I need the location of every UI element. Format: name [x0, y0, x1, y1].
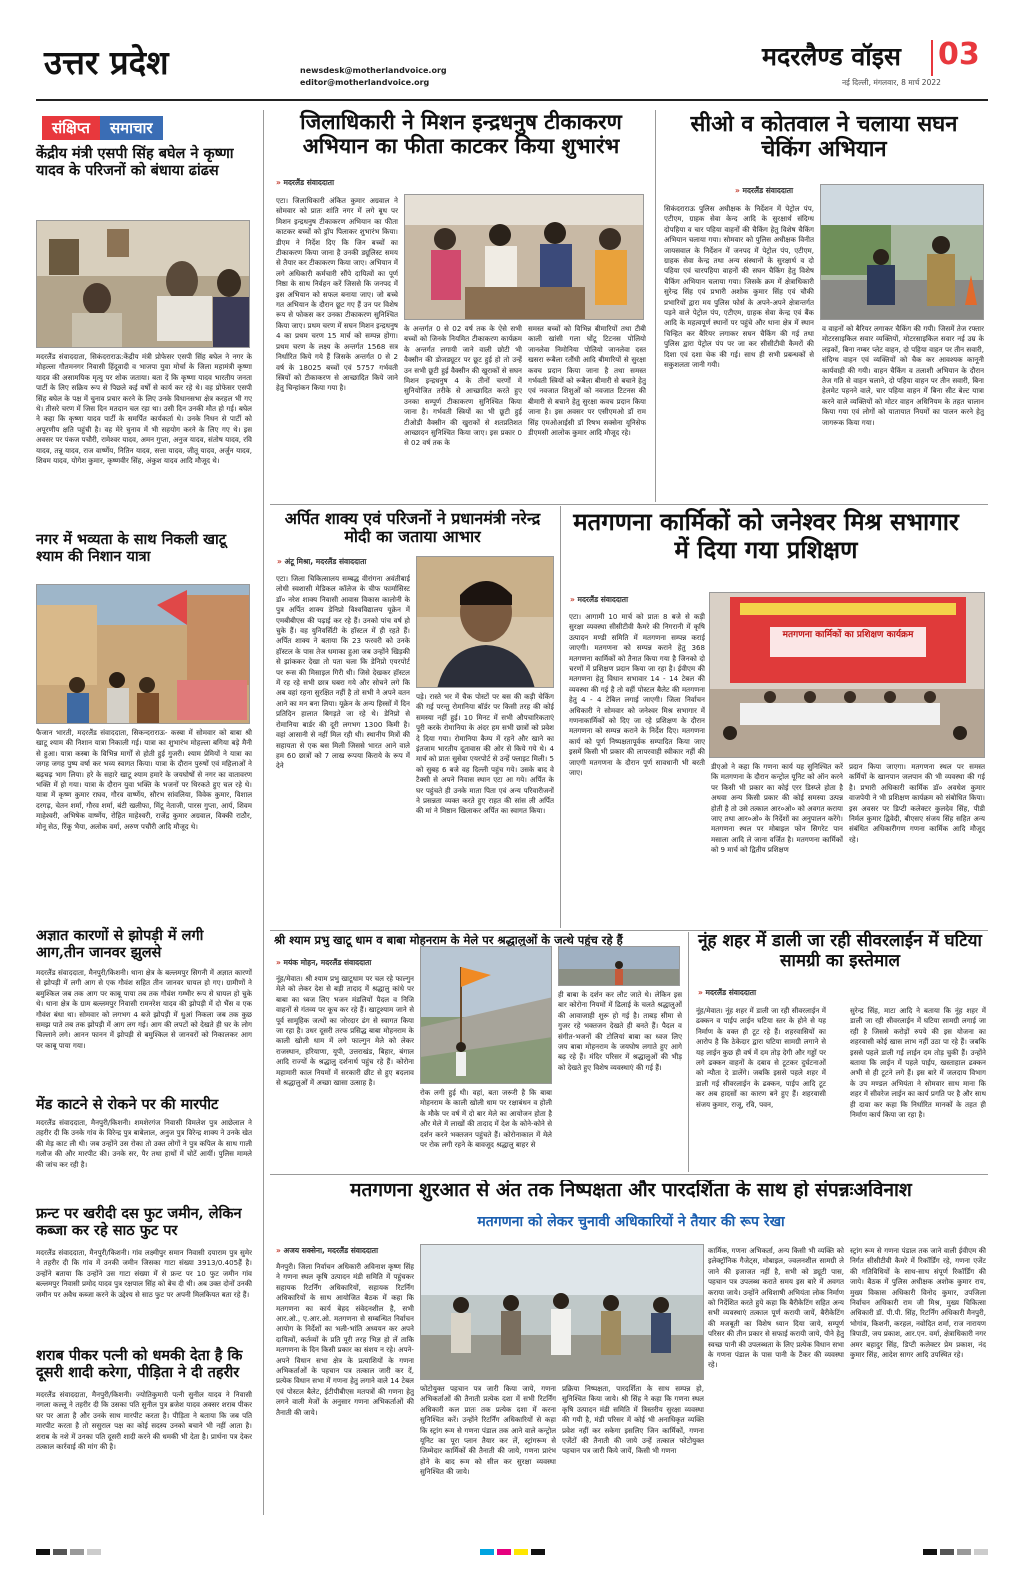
vaccination-ceremony-photo [405, 195, 644, 320]
checking-byline: » मदरलैंड संवाददाता [735, 186, 793, 196]
vaccination-headline: जिलाधिकारी ने मिशन इन्द्रधनुष टीकाकरण अभियान का फीता काटकर किया शुभारंभ [300, 109, 622, 159]
mela-sewer-divider [688, 932, 689, 1172]
brief-body-2: फैजान भारती, मदरलैंड संवाददाता, सिकन्दराराऊ- कस्बा में सोमवार को बाबा श्री खाटू श्याम की निशान यात्रा निकाली गई। यात्रा का शुभारंभ मोहल्ला बगिया बड़े मैनी से हुआ। यात्रा कस्बा के विभिन्न मार्गों से होती हुई गुजरी। श्याम प्रेमियों ने यात्रा का जगह जगह पुष्प वर्षा कर भव्य स्वागत किया। यात्रा के दौरान पुरुषों एवं महिलाओं ने बढ़चढ़ भाग लिया। हरे के सहारे खाटू श्याम हमारे के जयघोषों से नगर का वातावरण भक्ति में हो गया। यात्रा के दौरान युवा भक्ति के भजनों पर थिरकते हुए चल रहे थे। यात्रा में कृष्ण कुमार राघव, गौरव वार्ष्णेय, सौरभ सांवलिया, विवेक कुमार, विशाल दरगढ़, चेतन शर्मा, गौरव शर्मा, बंटी खलीफा, मिंटू नेताजी, पारस गुप्ता, आर्य, शिवम माहेश्वरी, अभिषेक वार्ष्णेय, रोहित माहेश्वरी, राजेंद्र कुमार अग्रवाल, विक्की राठौर, मोनू सेठ, रिंकू भैया, अलोक वर्मा, अरुण पचौरी आदि मौजूद थे। [36, 728, 252, 831]
pilgrims-photo [421, 947, 552, 1084]
mela-col-3: ही बाबा के दर्शन कर लौट जाते थे। लेकिन इस बार कोरोना नियमों में ढिलाई के चलते श्रद्धालुओं की आवाजाही शुरू हो गई है। ताबड़ सीमा से गुजर रहे भक्तजन देखते ही बनते हैं। पैदल व संगीत-भजनों की टोलियां बाबा का ध्वज लिए जय बाबा मोहनराम के जयघोष लगाते हुए आगे बढ़ रहे हैं। मंदिर परिसर में श्रद्धालुओं की भीड़ को देखते हुए विशेष व्यवस्थाएं की गई हैं। [558, 990, 682, 1072]
color-marks-left [36, 1549, 101, 1555]
counting-byline: » अजय सक्सेना, मदरलैंड संवाददाता [276, 1246, 378, 1256]
brief-body-5: मदरलैंड संवाददाता, मैनपुरी/किशनी। गांव लक्ष्मीपुर समान निवासी दयाराम पुत्र सुमेर ने तहरीर दी कि गांव में उनकी जमीन जिसका गाटा संख्या 3913/0.405हैं है। उन्होंने बताया कि उन्होंने उस गाटा संख्या में से फ्रन्ट पर 10 फुट जमीन गांव बल्लमपुर निवासी प्रमोद यादव पुत्र रक्षपाल सिंह को बेच दी थी। अब उक्त दोनों उनकी जमीन पर अवैध कब्जा करने के उद्देश्य से साठ फुट पर अपनी मिलकियत बता रहे हैं। [36, 1248, 252, 1299]
checking-col-2: व वाहनों को बैरियर लगाकर चैकिंग की गयी। जिसमें तेज रफ्तार मोटरसाइकिल सवार व्यक्तियों, मोटरसाइकिल सवार नई उम्र के लड़कों, बिना नम्बर प्लेट वाहन, दो पहिया वाहन पर तीन सवारी, संदिग्ध वाहन एवं व्यक्तियों को चैक कर आवश्यक कानूनी कार्यवाही की गयी। वाहन चैकिंग व तलाशी अभियान के दौरान तेज गति से वाहन चलाने, दो पहिया वाहन पर तीन सवारी, बिना हेलमेट पहनने वाले, चार पहिया वाहन में बिना सीट बेल्ट यात्रा करने वाले व्यक्तियों को मोटर वाहन अधिनियम के तहत चालान किया गया एवं लोगों को यातायात नियमों का पालन करने हेतु जागरूक किया गया। [822, 324, 984, 427]
masthead-divider [931, 40, 933, 76]
brief-headline-6: शराब पीकर पत्नी को धमकी देता है कि दूसरी शादी करेगा, पीड़िता ने दी तहरीर [36, 1347, 243, 1381]
mela-col-2: रोक लगी हुई थी। वहां, बता जरूरी है कि बाबा मोहनराम के काली खोली धाम पर रक्षाबंधन व होली के मौके पर वर्ष में दो बार मेले का आयोजन होता है और मेले में लाखों की तादाद में देश के कोने-कोने से दर्शन करने भक्तजन पहुंचते हैं। कोरोनाकाल में मेले पर रोक लगी रहने के बावजूद श्रद्धालु बाहर से [420, 1088, 552, 1150]
counting-col-1: मैनपुरी। जिला निर्वाचन अधिकारी अविनाश कृष्ण सिंह ने गणना स्थल कृषि उत्पादन मंडी समिति में पहुंचकर सहायक रिटर्निंग अधिकारियों, सहायक रिटर्निंग अधिकारियों के साथ आयोजित बैठक में कहा कि मतगणना का कार्य बेहद संवेदनशील है, सभी आर.ओ., ए.आर.ओ. मतगणना से सम्बन्धित निर्वाचन आयोग के निर्देशों का भली-भांति अध्ययन कर अपने दायित्वों, कर्तव्यों के प्रति पूरी तरह भिज्ञ हो लें ताकि मतगणना के दिन किसी प्रकार का संशय न रहे। अपने-अपने विधान सभा क्षेत्र के प्रत्याशियों के गणना अभिकर्ताओं के पहचान पत्र तत्काल जारी कर दें, प्रत्येक विधान सभा में गणना हेतु लगाने वाले 14 टेबल एवं पोस्टल बैलेट, ईटीपीबीएस मतपत्रों की गणना हेतु लगने वाली मेजों के अनुसार गणना अभिकर्ताओं की तैनाती की जाये। [276, 1262, 414, 1417]
masthead: मदरलैण्ड वॉइस [762, 42, 901, 71]
brief-headline-3: अज्ञात कारणों से झोपड़ी में लगी आग,तीन जानवर झुलसे [36, 927, 204, 961]
officials-inspection-photo [421, 1245, 704, 1380]
meeting-photo [37, 221, 250, 348]
brief-photo-1 [36, 220, 250, 348]
vaccination-col-1: एटा। जिलाधिकारी अंकित कुमार अग्रवाल ने सोमवार को प्रातः शांति नगर में लगे बूथ पर मिशन इन्द्रधनुष टीकाकरण अभियान का फीता काटकर बच्चों को ड्रॉप पिलाकर शुभारंभ किया। डीएम ने निर्देश दिए कि जिन बच्चों का टीकाकरण किया जाना है उनकी ड्यूलिस्ट समय से तैयार कर टीकाकरण किया जाए। अभियान में लगे अधिकारी कर्मचारी सौंपे दायित्वों का पूर्ण निष्ठा के साथ निर्वहन करें जिससे कि जनपद में इस अभियान को सफल बनाया जाए। जो बच्चे गत अभियान के दौरान छूट गए हैं उन पर विशेष रूप से फोकस कर उनका टीकाकरण सुनिश्चित किया जाए। प्रथम चरण में सघन मिशन इन्द्रधनुष 4 का प्रथम चरण 15 मार्च को सम्पन्न होगा। प्रथम चरण के लक्ष्य के अन्तर्गत 1568 सत्र निर्धारित किये गये हैं जिसके अन्तर्गत 0 से 2 वर्ष के 18025 बच्चों एवं 5757 गर्भवती स्त्रियों को टीकाकरण से आच्छादित किये जाने हेतु चिन्हांकन किया गया है। [276, 196, 398, 393]
vaccination-col-2: के अन्तर्गत 0 से 02 वर्ष तक के ऐसे सभी बच्चों को जिनके नियमित टीकाकरण कार्यक्रम के अन्तर्गत लगायी जाने वाली छोटी भी वैक्सीन की डोजड्यूटर पर छूट हुई हो तो उन्हें उन सभी छूटी हुई वैक्सीन की खुराकों से सघन मिशन इन्द्रधनुष 4 के तीनों चरणों में सुनियोजित तरीके से आच्छादित करते हुए उनका सम्पूर्ण टीकाकरण सुनिश्चित किया जाना है। गर्भवती स्त्रियों का भी छूटी हुई टीओडी वैक्सीन की खुराकों से शतप्रतिशत आच्छादन सुनिश्चित किया जाए। इस प्रकार 0 से 02 वर्ष तक के [404, 324, 522, 448]
brief-photo-2 [36, 584, 250, 724]
training-col-1: एटा। आगामी 10 मार्च को प्रातः 8 बजे से कड़ी सुरक्षा व्यवस्था सीसीटीवी कैमरे की निगरानी में कृषि उत्पादन मण्डी समिति में मतगणना सम्पन्न कराई जाएगी। मतगणना को सम्पन्न कराने हेतु 368 मतगणना कार्मिकों को तैनात किया गया है जिनको दो चरणों में प्रशिक्षण प्रदान किया जा रहा है। ईवीएम की मतगणना हेतु विधान सभावार 14 - 14 टेबल की व्यवस्था की गई है तो वहीं पोस्टल बैलेट की मतगणना हेतु 4 - 4 टेबिल लगाई जाएगी। जिला निर्वाचन अधिकारी ने सोमवार को जनेश्वर मिश्र सभागार में गणनाकार्मिकों को दिए जा रहे प्रशिक्षण के दौरान मतगणना को सम्पन्न कराने के निर्देश दिए। मतगणना कार्य को पूर्ण निष्पक्षतापूर्वक सम्पादित किया जाए इसमें किसी भी प्रकार की लापरवाही स्वीकार नहीं की जाएगी मतगणना के दौरान पूर्ण सावधानी भी बरती जाए। [569, 612, 705, 778]
contact-emails [300, 65, 447, 89]
mela-col-1: नूंह/मेवात। श्री श्याम प्रभु खाटूधाम पर चल रहे फाल्गुन मेले को लेकर देश से बड़ी तादाद में श्रद्धालु कांधे पर बाबा का ध्वज लिए भजन मंडलियों पैदल व निजि वाहनों से गंतव्य पर कूच कर रहे हैं। खाटूश्याम जाने से पूर्व सामूहिक जत्थों का जोरदार ढंग से स्वागत किया जा रहा है। उधर दूसरी तरफ प्रसिद्ध बाबा मोहनराम के काली खोली धाम में लगे फाल्गुन मेले को लेकर राजस्थान, हरियाणा, यूपी, उत्तराखंड, बिहार, बंगाल आदि राज्यों के श्रद्धालु दर्शनार्थ पहुंच रहे हैं। कोरोना महामारी काल नियमों में सरकारी छीट से हुए बदलाव से श्रद्धालुओं में अच्छा खासा उत्साह है। [276, 974, 414, 1088]
print-registration-bar [36, 1548, 988, 1556]
training-headline: मतगणना कार्मिकों को जनेश्वर मिश्र सभागार में दिया गया प्रशिक्षण [573, 507, 959, 564]
page-number: 03 [938, 37, 980, 72]
top-bottom-rule [270, 504, 988, 505]
training-photo [709, 592, 985, 758]
checking-col-1: सिकंदराराऊ पुलिस अधीक्षक के निर्देशन में पेट्रोल पंप, एटीएम, ग्राहक सेवा केन्द आदि के सुरक्षार्थ संदिग्ध दोपहिया व चार पहिया वाहनों की चैकिंग हेतु विशेष चैकिंग अभियान चलाया गया। सोमवार को पुलिस अधीक्षक विनीत जायसवाल के निर्देशन में जनपद में पेट्रोल पंप, एटीएम, ग्राहक सेवा केन्द्र तथा अन्य संस्थानों के सुरक्षार्थ व दो पहिया एवं चारपहिया वाहनों की सघन चैकिंग हेतु विशेष चैकिंग अभियान चलाया गया। जिसके क्रम में क्षेत्राधिकारी सुरेन्द्र सिंह एवं प्रभारी अशोक कुमार सिंह एवं चौकी प्रभारियों द्वारा मय पुलिस फोर्स के अपने-अपने क्षेत्रान्तर्गत पड़ने वाले पेट्रोल पंप, एटीएम, ग्राहक सेवा केन्द्र एवं बैंक आदि के महत्वपूर्ण स्थानों पर पहुंचे और थाना क्षेत्र में स्थान चिन्हित कर बैरियर लगाकर सघन चैकिंग की गई तथा पुलिस द्वारा पेट्रोल पंप पर जा कर सीसीटीवी कैमरों की दिशा एवं दशा चेक की गई। साथ ही सभी प्रबन्धकों से सकुशलता जानी गयी। [664, 204, 814, 370]
portrait-photo [417, 557, 554, 688]
brief-column [36, 112, 258, 1512]
mela-photo-2 [558, 946, 680, 986]
color-marks-right [923, 1549, 988, 1555]
training-byline: » मदरलैंड संवाददाता [570, 595, 628, 605]
email-editor[interactable]: editor@motherlandvoice.org [300, 78, 430, 87]
counting-photo [420, 1244, 704, 1380]
sewer-col-1: नूंह/मेवात। नूंह शहर में डाली जा रही सीवरलाईन में ढक्कन व पाईप लाईन घटिया स्तर के होने से यह निर्माण के वक्त ही टूट रहे हैं। शहरवासियों का आरोप है कि ठेकेदार द्वारा घटिया सामग्री लगाने से यह लाईन कुछ ही वर्ष में दम तोड़ देगी और गड्डों पर लगे ढक्कन वाहनों के दबाव से टूटकर दुर्घटनाओं को न्यौता दे डालेंगे। जबकि इससे पहले शहर में डाली गई सीवरलाईन के ढक्कन, पाईप आदि टूट कर अब हादसों का कारण बने हुए हैं। शहरवासी संजय कुमार, राजू, रवि, पवन, [696, 1006, 826, 1109]
training-hall-photo [710, 593, 985, 758]
arpit-col-1: एटा। जिला चिकित्सालय सम्बद्ध वीरांगना अवंतीबाई लोधी स्वशासी मेडिकल कॉलेज के चीफ फार्मासिस्ट डॉ० नरेश शाक्य निवासी आवास विकास कालोनी के पुत्र अर्पित शाक्य डेनिप्रो विश्वविद्यालय यूक्रेन में एमबीबीएस की पढ़ाई कर रहे हैं। उनको पांच वर्ष हो चुके हैं। वह युनिवर्सिटी के हॉस्टल में ही रहते हैं। अर्पित शाक्य ने बताया कि 23 फरवरी को उनके हॉस्टल के पास तेज धमाका हुआ जब उन्होंने खिड़की से झांककर देखा तो पता चला कि डेनिप्रो एयरपोर्ट पर रूस की मिसाइल गिरी थी। जिसे देखकर हॉस्टल में रह रहे सभी छात्र घबरा गये और सोचने लगे कि अब वहां रहना सुरक्षित नहीं है तो सभी ने अपने वतन आने का मन बना लिया। यूक्रेन के अन्य हिस्सों में दिन प्रतिदिन हालात बिगड़ते जा रहे थे। डेनिप्रो से रोमानिया बार्डर की दूरी लगभग 1300 किमी है। वहां आसानी से नहीं मिल रही थी। स्थानीय मित्रों की सहायता से एक बस मिली जिससे भारत आने वाले हम 60 छात्रों को 7 लाख रूपया किराये के रूप में देने [276, 574, 410, 771]
email-newsdesk[interactable]: newsdesk@motherlandvoice.org [300, 66, 447, 75]
brief-body-6: मदरलैंड संवाददाता, मैनपुरी/किशनी। ज्योतिकुमारी पत्नी सुनील यादव ने निवासी नगला कल्लू ने तहरीर दी कि उसका पति सुनील पुत्र ब्रजेश यादव अक्सर शराब पीकर घर पर आता है और उनके साथ मारपीट करता है। पीड़िता ने बताया कि जब पति मारपीट करता है तो ससुराल पक्ष का कोई सदस्य उनको बचाने भी नहीं आता है। शराब के नशे में उनका पति दूसरी शादी करने की धमकी भी देता है। प्रार्थना पत्र देकर तत्काल कार्रवाई की मांग की है। [36, 1390, 252, 1452]
brief-headline-4: मेंड काटने से रोकने पर की मारपीट [36, 1096, 219, 1113]
training-col-3: प्रदान किया जाएगा। मतगणना स्थल पर समस्त कर्मियों के खानपान जलपान की भी व्यवस्था की गई है। प्रभारी अधिकारी कार्मिक डॉ० अवधेश कुमार वाजपेयी ने भी प्रशिक्षण कार्यक्रम को संबोधित किया। इस अवसर पर डिप्टी कलेक्टर कुलदेव सिंह, पीडी निर्मल कुमार द्विवेदी, बीएसए संजय सिंह सहित अन्य संबंधित अधिकारीगण गणना कार्मिक आदि मौजूद रहे। [849, 762, 985, 844]
brief-column-divider [263, 110, 264, 1515]
brief-body-3: मदरलैंड संवाददाता, मैनपुरी/किशनी। थाना क्षेत्र के बल्लमपुर सिगनी में अज्ञात कारणों से झोपड़ी में लगी आग से एक गौवंश सहित तीन जानवर घायल हो गए। ग्रामीणों ने बमुश्किल जब तक आग पर काबू पाया तब तक गौवंश गम्भीर रूप से घायल हो चुके थे। थाना क्षेत्र के ग्राम बल्लमपुर निवासी रामनरेश यादव की झोपड़ी में दो भैंस व एक गौवंश बंधा था। सोमवार को लगभग 4 बजे झोपड़ी में धुआं निकला जब तक कुछ समझ पाते तब तक झोपड़ी में आग लग गई। आग की लपटों को देखते ही घर के लोग चिल्लाने लगे। आनन फानन में झोपड़ी से बमुश्किल से जानवरों को निकालकर आग पर काबू पाया गया। [36, 968, 252, 1050]
mela-byline: » मयंक मोहन, मदरलैंड संवाददाता [276, 958, 371, 968]
arpit-byline: » अंटू मिश्रा, मदरलैंड संवाददाता [277, 557, 366, 567]
sewer-headline: नूंह शहर में डाली जा रही सीवरलाईन में घटिया सामग्री का इस्तेमाल [698, 931, 982, 971]
brief-headline-5: फ्रन्ट पर खरीदी दस फुट जमीन, लेकिन कब्जा कर रहे साठ फुट पर [36, 1205, 242, 1239]
checking-headline: सीओ व कोतवाल ने चलाया सघन चेकिंग अभियान [690, 111, 958, 163]
counting-col-5: स्ट्रांग रूम से गणना पंडाल तक जाने वाली ईवीएम की निर्गत सीसीटीवी कैमरे में रिकॉर्डिंग रहे, गणना एजेंट की गतिविधियों के साथ-साथ संपूर्ण रिकॉर्डिंग की जाये। बैठक में पुलिस अधीक्षक अशोक कुमार राय, मुख्य विकास अधिकारी विनोद कुमार, उपजिला निर्वाचन अधिकारी राम जी मिश्र, मुख्य चिकित्सा अधिकारी डॉ. पी.पी. सिंह, रिटर्निंग अधिकारी मैनपुरी, भोगांव, किशनी, करहल, नवोदित शर्मा, राज नारायण त्रिपाठी, जय प्रकाश, आर.एन. वर्मा, क्षेत्राधिकारी नगर अमर बहादुर सिंह, डिप्टी कलेक्टर प्रेम प्रकाश, नंद कुमार सिंह, आदेश सागर आदि उपस्थित रहे। [850, 1246, 986, 1360]
vaccination-col-3: समस्त बच्चों को विभिन्न बीमारियों तथा टीबी काली खांसी गला घोंटू टिटनस पोलियो जानलेवा निमोनिया पोलियो जानलेवा दस्त खसरा रूबैला रतौंधी आदि बीमारियों से सुरक्षा कवच प्रदान किया जाना है तथा समस्त गर्भवती स्त्रियों को रूबैला बीमारी से बचाने हेतु एवं नवजात शिशुओं को नवजात टिटनस की बीमारी से बचाने हेतु सुरक्षा कवच प्रदान किया जाना है। इस अवसर पर एसीएमओ डॉ राम सिंह एमओआईसी डॉ रिषभ सक्सेना यूनिसेफ डीएमसी आलोक कुमार आदि मौजूद रहे। [528, 324, 646, 438]
counting-col-2: फोटोयुक्त पहचान पत्र जारी किया जाये, गणना अभिकर्ताओं की तैनाती प्रत्येक दशा में सभी रिटर्निंग अधिकारी कल प्रातः तक प्रत्येक दशा में करना सुनिश्चित करें। उन्होंने रिटर्निंग अधिकारियों से कहा कि स्ट्रांग रूम से गणना पंडाल तक आने वाले कन्ट्रोल यूनिट का पूरा प्लान तैयार कर लें, स्ट्रांगरूम से जिम्मेदार कार्मिकों की तैनाती की जाये, गणना प्रारंभ होने के बाद रूम को सील कर सुरक्षा व्यवस्था सुनिश्चित की जाये। [420, 1384, 556, 1477]
vaccination-byline: » मदरलैंड संवाददाता [276, 178, 334, 188]
counting-col-4: कार्मिक, गणना अभिकर्ता, अन्य किसी भी व्यक्ति को इलेक्ट्रॉनिक गैजेट्स, मोबाइल, ज्वलनशील सामग्री ले जाने की इजाजत नहीं है, सभी को ड्यूटी पास, पहचान पत्र उपलब्ध कराते समय इस बारे में अवगत कराया जाये। उन्होंने अधिशाषी अभियंता लोक निर्माण को निर्देशित करते हुये कहा कि बैरीकेटिंग सहित अन्य सभी व्यवस्थाएं तत्काल पूर्ण करायी जायें, बैरीकेटिंग की मजबूती का विशेष ध्यान दिया जाये, सम्पूर्ण परिसर की तीन प्रकार से सफाई करायी जाये, पीने हेतु स्वच्छ पानी की उपलब्धता के लिए प्रत्येक विधान सभा के गणना पंडाल के पास पानी के टैंकर की व्यवस्था रहे। [708, 1246, 844, 1370]
brief-tag [42, 116, 163, 140]
top-center-right-divider [655, 110, 656, 502]
counting-subhead: मतगणना को लेकर चुनावी अधिकारियों ने तैयार की रूप रेखा [477, 1214, 785, 1230]
procession-photo [37, 585, 250, 724]
issue-date: नई दिल्ली, मंगलवार, 8 मार्च 2022 [842, 78, 941, 87]
counting-headline: मतगणना शुरआत से अंत तक निष्पक्षता और पारदर्शिता के साथ हो संपन्नःअविनाश [350, 1180, 912, 1201]
checking-photo [820, 184, 984, 320]
header-rule [36, 99, 988, 101]
training-col-2: डीएओ ने कहा कि गणना कार्य यह सुनिश्चित करें कि मतगणना के दौरान कन्ट्रोल यूनिट को ऑन करने पर किसी भी प्रकार का कोई एरर डिस्प्ले होता है अथवा अन्य किसी प्रकार की कोई समस्या उत्पन्न होती है तो उसे तत्काल आर०ओ० को अवगत कराया जाए तथा आर०ओ० के निर्देशों का अनुपालन करेंगे। मतगणना स्थल पर मोबाइल फोन सिगरेट पान मसाला आदि ले जाना वर्जित है। मतगणना कार्मिकों को 9 मार्च को द्वितीय प्रशिक्षण [711, 762, 843, 855]
color-marks-center [480, 1549, 545, 1555]
sewer-col-2: सुरेन्द्र सिंह, माटा आदि ने बताया कि नूंह शहर में डाली जा रही सीवरलाईन में घटिया सामग्री लगाई जा रही है जिससे करोड़ों रुपये की इस योजना का शहरवासी कोई खास लाभ नहीं उठा पा रहे हैं। जबकि इससे पहले डाली गई लाईन दम तोड़ चुकी हैं। उन्होंने बताया कि लाईन में पहले पाईप, खस्ताहाल ढक्कन अभी से ही टूटने लगे हैं। इस बारे में जलदाय विभाग के उप मण्डल अभियंता ने सोमवार साथ माना कि शहर में सीवरेज लाईन का कार्य प्रगति पर है और साथ ही दावा कर कहा कि निर्धारित मानकों के तहत ही निर्माण कार्य किया जा रहा है। [850, 1006, 986, 1120]
vehicle-checking-photo [821, 185, 984, 320]
counting-col-3: प्रक्रिया निष्पक्षता, पारदर्शिता के साथ सम्पन्न हो, सुनिश्चित किया जाये। श्री सिंह ने कहा कि गणना स्थल कृषि उत्पादन मंडी समिति में त्रिस्तरीय सुरक्षा व्यवस्था की गयी है, मंडी परिसर में कोई भी अनाधिकृत व्यक्ति प्रवेश नहीं कर सकेगा इसलिए जिन कार्मिकों, गणना एजेंटों की तैनाती की जाये उन्हें तत्काल फोटोयुक्त पहचान पत्र जारी किये जायें, किसी भी गणना [562, 1384, 704, 1456]
training-banner-text: मतगणना कार्मिकों का प्रशिक्षण कार्यक्रम [782, 630, 914, 640]
section-title: उत्तर प्रदेश [44, 43, 169, 82]
pilgrims-road-photo [559, 947, 680, 986]
brief-headline-2: नगर में भव्यता के साथ निकली खाटू श्याम की निशान यात्रा [36, 531, 227, 565]
mela-photo [420, 946, 552, 1084]
lower-rule [270, 1174, 988, 1175]
mela-headline: श्री श्याम प्रभु खाटू धाम व बाबा मोहनराम के मेले पर श्रद्धालुओं के जत्थे पहुंच रहे हैं [274, 933, 623, 947]
brief-tag-news: समाचार [100, 116, 163, 140]
page-header [0, 0, 1024, 100]
sewer-byline: » मदरलैंड संवाददाता [698, 988, 756, 998]
brief-headline-1: केंद्रीय मंत्री एसपी सिंह बघेल ने कृष्णा यादव के परिजनों को बंधाया ढांढस [36, 145, 234, 179]
brief-body-1: मदरलैंड संवाददाता, सिकंदराराऊ:केंद्रीय मंत्री प्रोफेसर एसपी सिंह बघेल ने नगर के मोहल्ला गौतमनगर निवासी हिंदूवादी व भाजपा युवा मोर्चा के जिला महामंत्री कृष्णा यादव की असामयिक मृत्यु पर शोक जताया। बता दें कि कृष्णा यादव भारतीय जनता पार्टी के लिए सक्रिय रूप से पिछले कई वर्षों से कार्य कर रहे थे। वह प्रोफेसर एसपी सिंह बघेल के पक्ष में चुनाव प्रचार करने के लिए उनके विधानसभा क्षेत्र करहल भी गए थे। तीसरे चरण में जिस दिन मतदान चल रहा था। उसी दिन उनकी मौत हो गई। बघेल ने कहा कि कृष्णा यादव पार्टी के समर्पित कार्यकर्ता थे। उनके निधन से पार्टी को अपूरणीय क्षति पहुंची है। वह मेरे चुनाव में भी सहयोग करने के लिए गए थे। इस अवसर पर पंकज पचौरी, रामेश्वर यादव, अमन गुप्ता, अनुज यादव, संतोष यादव, रवि यादव, तन्नू यादव, राज वार्ष्णेय, नितिन यादव, सत्ता यादव, जीतू यादव, अर्जुन यादव, शिवम यादव, योगेश कुमार, कृष्णवीर सिंह, अंकुश यादव आदि मौजूद थे। [36, 352, 252, 466]
brief-body-4: मदरलैंड संवाददाता, मैनपुरी/किशनी। शमशेरगंज निवासी विमलेश पुत्र आछेलाल ने तहरीर दी कि उनके गांव के विरेन्द्र पुत्र बाबेलाल, अनुज पुत्र विरेन्द्र शाक्य ने उनके खेत की मेड़ काट ली थी। जब उन्होंने उस रोका तो उक्त लोगों ने पुत्र कपिल के साथ गाली गलौज की और मारपीट की। उनके सर, पैर तथा हाथों में चोटें आयीं। पुलिस मामले की जांच कर रही है। [36, 1118, 252, 1169]
vaccination-photo [404, 194, 644, 320]
brief-tag-short: संक्षिप्त [42, 116, 100, 140]
mid-divider [560, 506, 561, 928]
arpit-photo [416, 556, 554, 688]
arpit-col-2: पड़े। रास्ते भर में चैक पोस्टों पर बस की कड़ी चेकिंग की गई परन्तु रोमानिया बॉर्डर पर किसी तरह की कोई समस्या नहीं हुई। 10 मिनट में सभी औपचारिकताएं पूरी करके रोमानिया के अंदर हम सभी छात्रों को प्रवेश दे दिया गया। रोमानिया कैम्प में रहने और खाने का इंतजाम भारतीय दूतावास की ओर से किये गये थे। 4 मार्च को प्रातः सुसेवा एयरपोर्ट से उन्हें फ्लाइट मिली। 5 को सुबह 6 बजे वह दिल्ली पहुंच गये। उसके बाद वे टैक्सी से अपने निवास स्थान एटा आ गये। अर्पित के घर पहुंचते ही उनके माता पिता एवं अन्य परिवारीजनों ने प्रसन्नता व्यक्त करते हुए राहत की सांस ली अर्पित की मां ने मिष्ठान खिलाकर अर्पित का स्वागत किया। [416, 692, 554, 816]
arpit-headline: अर्पित शाक्य एवं परिजनों ने प्रधानमंत्री नरेन्द्र मोदी का जताया आभार [284, 509, 541, 547]
